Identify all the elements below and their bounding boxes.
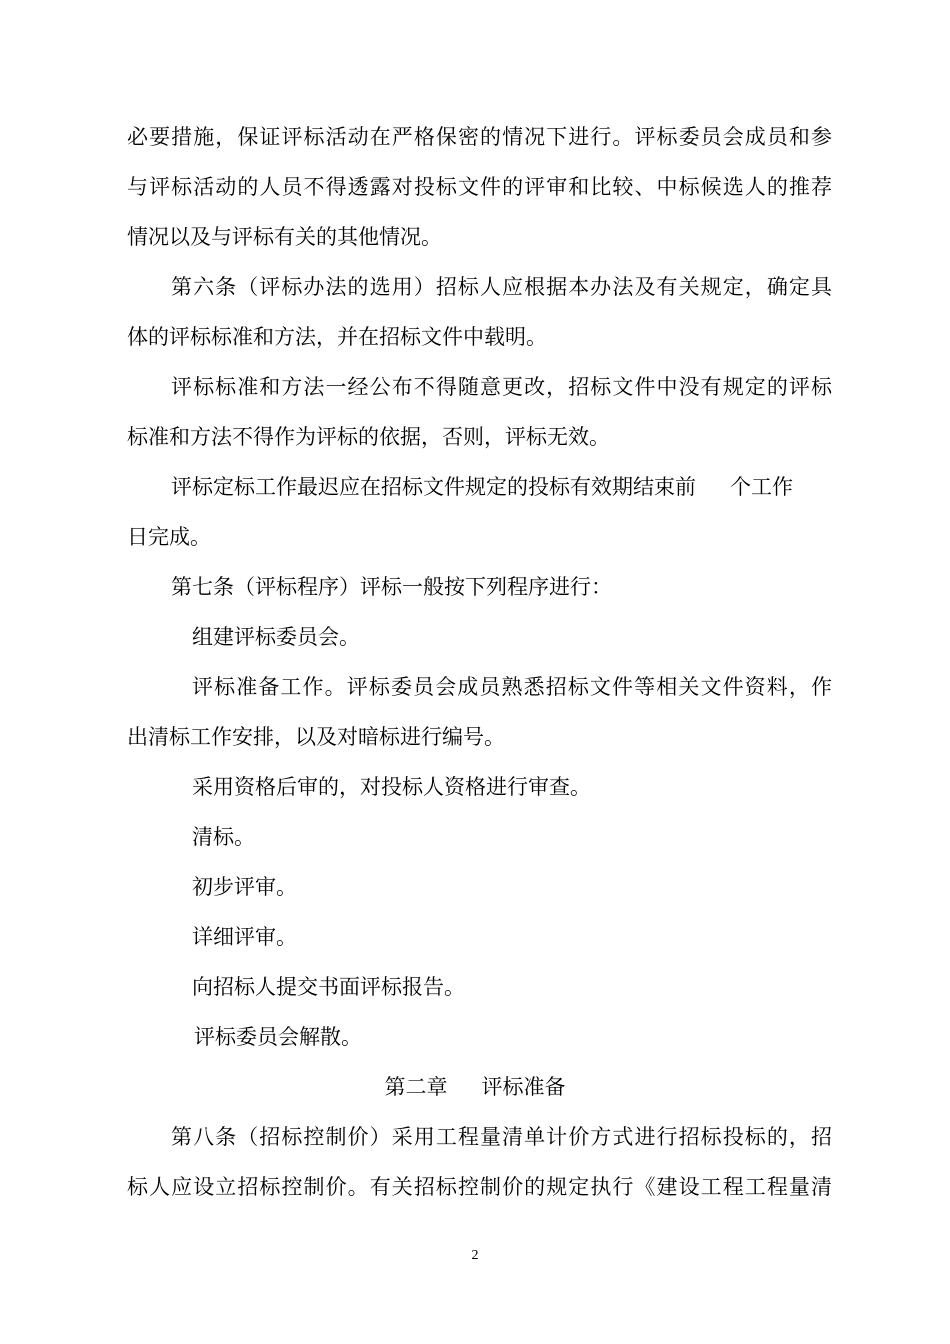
- procedure-step: 向招标人提交书面评标报告。: [192, 975, 465, 999]
- article-8-line: 第八条（招标控制价）采用工程量清单计价方式进行招标投标的，招: [171, 1125, 832, 1149]
- paragraph-line: 与评标活动的人员不得透露对投标文件的评审和比较、中标候选人的推荐: [127, 175, 832, 199]
- paragraph-line: 日完成。: [127, 525, 211, 549]
- paragraph-line: 标准和方法不得作为评标的依据，否则，评标无效。: [127, 425, 610, 449]
- procedure-step: 初步评审。: [192, 875, 297, 899]
- deadline-text: 评标定标工作最迟应在招标文件规定的投标有效期结束前: [171, 475, 696, 499]
- procedure-step: 详细评审。: [192, 925, 297, 949]
- paragraph-line: [171, 472, 832, 502]
- chapter-number: 第二章: [384, 1075, 448, 1099]
- paragraph-line: 情况以及与评标有关的其他情况。: [127, 225, 442, 249]
- paragraph-line: 必要措施，保证评标活动在严格保密的情况下进行。评标委员会成员和参: [127, 125, 832, 149]
- procedure-step: 清标。: [192, 825, 255, 849]
- procedure-step: 评标准备工作。评标委员会成员熟悉招标文件等相关文件资料，作: [192, 675, 832, 699]
- paragraph-line: 标人应设立招标控制价。有关招标控制价的规定执行《建设工程工程量清: [127, 1175, 832, 1199]
- chapter-title: 评标准备: [481, 1075, 566, 1099]
- procedure-step: 评标委员会解散。: [194, 1025, 362, 1049]
- paragraph-line: 评标标准和方法一经公布不得随意更改，招标文件中没有规定的评标: [171, 375, 832, 399]
- deadline-text-end: 个工作: [730, 475, 793, 499]
- article-7-line: 第七条（评标程序）评标一般按下列程序进行：: [171, 575, 612, 599]
- chapter-heading: [0, 1072, 950, 1102]
- procedure-step: 采用资格后审的，对投标人资格进行审查。: [192, 775, 591, 799]
- paragraph-line: 体的评标标准和方法，并在招标文件中载明。: [127, 325, 547, 349]
- paragraph-line: 出清标工作安排，以及对暗标进行编号。: [127, 725, 505, 749]
- page-number: 2: [471, 1248, 479, 1263]
- procedure-step: 组建评标委员会。: [192, 625, 360, 649]
- article-6-line: 第六条（评标办法的选用）招标人应根据本办法及有关规定，确定具: [171, 275, 832, 299]
